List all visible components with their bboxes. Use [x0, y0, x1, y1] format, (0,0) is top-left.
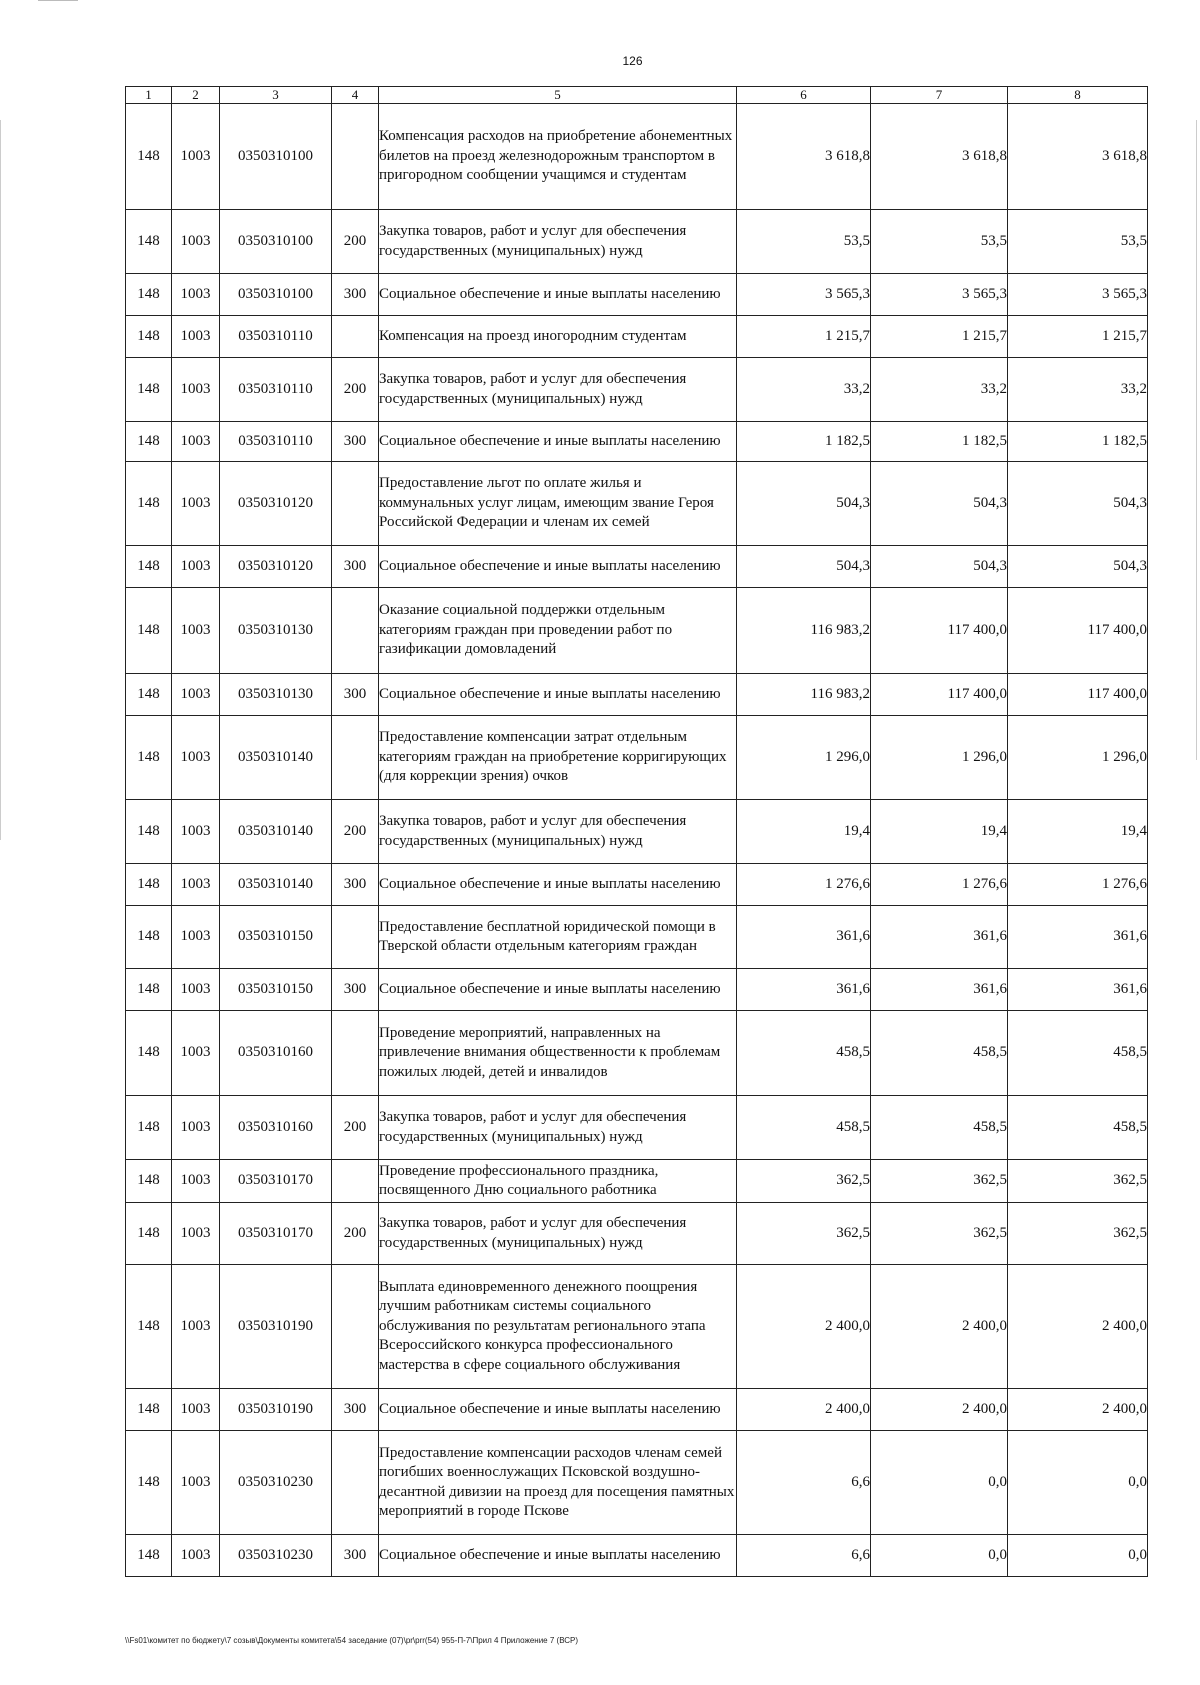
table-cell: 362,5: [871, 1160, 1008, 1203]
column-header: 1: [126, 87, 172, 104]
table-cell: 116 983,2: [737, 588, 871, 674]
table-cell: 300: [332, 864, 379, 906]
table-row: [126, 800, 1148, 864]
table-cell: 33,2: [1008, 358, 1148, 422]
table-row: [126, 1096, 1148, 1160]
budget-table: [125, 86, 1148, 1577]
table-cell: 0350310170: [220, 1203, 332, 1265]
table-cell: 2 400,0: [737, 1265, 871, 1389]
table-row: [126, 358, 1148, 422]
table-cell: 3 565,3: [1008, 274, 1148, 316]
table-cell: 1003: [172, 358, 220, 422]
table-cell: 458,5: [737, 1096, 871, 1160]
table-cell: 19,4: [1008, 800, 1148, 864]
table-cell: 1003: [172, 462, 220, 546]
table-row: [126, 546, 1148, 588]
table-cell: [332, 462, 379, 546]
table-cell: Социальное обеспечение и иные выплаты населению: [379, 674, 737, 716]
table-cell: 2 400,0: [1008, 1389, 1148, 1431]
table-cell: 1003: [172, 1431, 220, 1535]
table-cell: 0350310150: [220, 969, 332, 1011]
table-cell: 0350310120: [220, 546, 332, 588]
table-cell: 1003: [172, 546, 220, 588]
table-cell: 148: [126, 1535, 172, 1577]
table-cell: 3 618,8: [737, 104, 871, 210]
table-cell: 0350310100: [220, 104, 332, 210]
table-cell: 148: [126, 1389, 172, 1431]
table-row: [126, 274, 1148, 316]
table-cell: 1003: [172, 274, 220, 316]
column-header: 2: [172, 87, 220, 104]
table-cell: 148: [126, 1203, 172, 1265]
table-cell: 2 400,0: [871, 1389, 1008, 1431]
table-cell: [332, 1265, 379, 1389]
table-cell: 0350310130: [220, 674, 332, 716]
table-cell: 200: [332, 210, 379, 274]
table-cell: 458,5: [871, 1011, 1008, 1096]
column-header: 4: [332, 87, 379, 104]
table-cell: 504,3: [1008, 546, 1148, 588]
table-cell: Закупка товаров, работ и услуг для обеспечения государственных (муниципальных) нужд: [379, 1096, 737, 1160]
table-cell: 0350310230: [220, 1431, 332, 1535]
table-cell: 300: [332, 422, 379, 462]
table-cell: 148: [126, 800, 172, 864]
table-cell: Предоставление компенсации затрат отдельным категориям граждан на приобретение корригирующих (для коррекции зрения) очков: [379, 716, 737, 800]
table-cell: 0,0: [871, 1431, 1008, 1535]
table-cell: 1003: [172, 1096, 220, 1160]
table-cell: 148: [126, 210, 172, 274]
column-header: 5: [379, 87, 737, 104]
table-cell: [332, 1431, 379, 1535]
scan-artifact: [0, 120, 1, 840]
table-cell: 0350310140: [220, 864, 332, 906]
table-cell: Закупка товаров, работ и услуг для обеспечения государственных (муниципальных) нужд: [379, 1203, 737, 1265]
table-cell: 0350310160: [220, 1096, 332, 1160]
table-cell: 1003: [172, 800, 220, 864]
table-cell: Социальное обеспечение и иные выплаты населению: [379, 1389, 737, 1431]
table-cell: 0,0: [1008, 1535, 1148, 1577]
table-cell: 362,5: [1008, 1203, 1148, 1265]
table-cell: 504,3: [871, 546, 1008, 588]
table-cell: Предоставление льгот по оплате жилья и коммунальных услуг лицам, имеющим звание Героя Российской Федерации и членам их семей: [379, 462, 737, 546]
table-cell: 148: [126, 546, 172, 588]
table-cell: [332, 104, 379, 210]
table-cell: 0350310130: [220, 588, 332, 674]
table-cell: 19,4: [737, 800, 871, 864]
table-cell: 1003: [172, 864, 220, 906]
table-cell: 148: [126, 1265, 172, 1389]
table-cell: 1003: [172, 969, 220, 1011]
table-cell: 1 276,6: [737, 864, 871, 906]
table-cell: 148: [126, 674, 172, 716]
table-cell: 1003: [172, 588, 220, 674]
table-cell: Компенсация расходов на приобретение абонементных билетов на проезд железнодорожным транспортом в пригородном сообщении учащимся и студентам: [379, 104, 737, 210]
table-cell: 1003: [172, 906, 220, 969]
page-number: 126: [622, 54, 643, 68]
table-cell: 3 618,8: [871, 104, 1008, 210]
table-cell: 361,6: [1008, 906, 1148, 969]
table-row: [126, 1431, 1148, 1535]
column-header: 6: [737, 87, 871, 104]
table-cell: 458,5: [737, 1011, 871, 1096]
table-cell: Закупка товаров, работ и услуг для обеспечения государственных (муниципальных) нужд: [379, 358, 737, 422]
table-cell: 1003: [172, 210, 220, 274]
table-cell: 0,0: [871, 1535, 1008, 1577]
scan-artifact: [38, 0, 78, 1]
table-cell: 148: [126, 906, 172, 969]
table-cell: [332, 716, 379, 800]
table-cell: 300: [332, 674, 379, 716]
table-cell: [332, 1011, 379, 1096]
table-row: [126, 588, 1148, 674]
table-cell: 2 400,0: [737, 1389, 871, 1431]
table-cell: 148: [126, 316, 172, 358]
table-cell: Предоставление компенсации расходов членам семей погибших военнослужащих Псковской воздушно-десантной дивизии на проезд для посещения памятных мероприятий в городе Пскове: [379, 1431, 737, 1535]
table-cell: 148: [126, 104, 172, 210]
table-row: [126, 104, 1148, 210]
table-row: [126, 969, 1148, 1011]
table-cell: 1003: [172, 104, 220, 210]
table-cell: [332, 316, 379, 358]
table-cell: 2 400,0: [871, 1265, 1008, 1389]
table-row: [126, 462, 1148, 546]
table-cell: 1003: [172, 1011, 220, 1096]
table-cell: 0350310120: [220, 462, 332, 546]
table-cell: 300: [332, 1389, 379, 1431]
table-cell: Закупка товаров, работ и услуг для обеспечения государственных (муниципальных) нужд: [379, 210, 737, 274]
table-cell: 200: [332, 1203, 379, 1265]
table-cell: 1003: [172, 1265, 220, 1389]
column-header: 8: [1008, 87, 1148, 104]
table-cell: 1003: [172, 1535, 220, 1577]
table-row: [126, 674, 1148, 716]
table-cell: 1 276,6: [871, 864, 1008, 906]
scan-artifact: [1196, 120, 1197, 760]
table-cell: [332, 588, 379, 674]
table-cell: 53,5: [871, 210, 1008, 274]
table-row: [126, 1160, 1148, 1203]
table-cell: Закупка товаров, работ и услуг для обеспечения государственных (муниципальных) нужд: [379, 800, 737, 864]
table-cell: 148: [126, 1431, 172, 1535]
table-cell: 1003: [172, 1389, 220, 1431]
table-cell: 458,5: [1008, 1011, 1148, 1096]
table-cell: 300: [332, 274, 379, 316]
table-cell: 148: [126, 1011, 172, 1096]
table-cell: 0350310150: [220, 906, 332, 969]
table-cell: 19,4: [871, 800, 1008, 864]
table-cell: Предоставление бесплатной юридической помощи в Тверской области отдельным категориям граждан: [379, 906, 737, 969]
table-cell: 53,5: [1008, 210, 1148, 274]
table-row: [126, 210, 1148, 274]
table-cell: Выплата единовременного денежного поощрения лучшим работникам системы социального обслуживания по результатам регионального этапа Всероссийского конкурса профессионального мастерства в сфере социального обслуживания: [379, 1265, 737, 1389]
table-cell: 0350310160: [220, 1011, 332, 1096]
table-cell: 148: [126, 1096, 172, 1160]
table-cell: 362,5: [737, 1160, 871, 1203]
table-cell: 300: [332, 1535, 379, 1577]
table-cell: 148: [126, 1160, 172, 1203]
table-row: [126, 716, 1148, 800]
table-cell: Компенсация на проезд иногородним студентам: [379, 316, 737, 358]
table-cell: 148: [126, 864, 172, 906]
table-cell: 1 182,5: [871, 422, 1008, 462]
table-cell: 1003: [172, 1160, 220, 1203]
table-cell: 1 215,7: [1008, 316, 1148, 358]
table-cell: Социальное обеспечение и иные выплаты населению: [379, 546, 737, 588]
table-cell: 300: [332, 546, 379, 588]
table-row: [126, 1011, 1148, 1096]
table-cell: 1 215,7: [871, 316, 1008, 358]
table-cell: Социальное обеспечение и иные выплаты населению: [379, 969, 737, 1011]
table-cell: 300: [332, 969, 379, 1011]
table-cell: 458,5: [871, 1096, 1008, 1160]
table-cell: Проведение профессионального праздника, посвященного Дню социального работника: [379, 1160, 737, 1203]
table-cell: 148: [126, 462, 172, 546]
table-cell: 362,5: [871, 1203, 1008, 1265]
table-cell: Социальное обеспечение и иные выплаты населению: [379, 864, 737, 906]
table-cell: 1 296,0: [871, 716, 1008, 800]
table-cell: 6,6: [737, 1535, 871, 1577]
table-cell: 148: [126, 969, 172, 1011]
table-cell: 148: [126, 588, 172, 674]
table-cell: 1 215,7: [737, 316, 871, 358]
table-cell: 1003: [172, 316, 220, 358]
table-cell: 1 182,5: [737, 422, 871, 462]
table-cell: 504,3: [737, 546, 871, 588]
table-cell: 0350310190: [220, 1389, 332, 1431]
table-cell: 0350310230: [220, 1535, 332, 1577]
table-cell: 148: [126, 274, 172, 316]
table-cell: 148: [126, 716, 172, 800]
table-cell: 117 400,0: [1008, 674, 1148, 716]
table-cell: 200: [332, 800, 379, 864]
table-row: [126, 906, 1148, 969]
table-cell: 0350310140: [220, 716, 332, 800]
table-cell: 2 400,0: [1008, 1265, 1148, 1389]
table-cell: 1003: [172, 716, 220, 800]
table-cell: 0350310110: [220, 316, 332, 358]
table-cell: 200: [332, 1096, 379, 1160]
table-cell: Социальное обеспечение и иные выплаты населению: [379, 274, 737, 316]
table-cell: 0350310140: [220, 800, 332, 864]
table-cell: 361,6: [1008, 969, 1148, 1011]
table-cell: 361,6: [871, 969, 1008, 1011]
footer-file-path: \\Fs01\комитет по бюджету\7 созыв\Документы комитета\54 заседание (07)\pr\prr(54) 955-П-7\Прил 4 Приложение 7 (ВСР): [125, 1636, 579, 1645]
table-cell: Социальное обеспечение и иные выплаты населению: [379, 422, 737, 462]
table-row: [126, 422, 1148, 462]
table-cell: 1 182,5: [1008, 422, 1148, 462]
table-cell: 362,5: [737, 1203, 871, 1265]
table-cell: 504,3: [737, 462, 871, 546]
header-row: [126, 87, 1148, 104]
table-cell: 117 400,0: [1008, 588, 1148, 674]
table-cell: 3 618,8: [1008, 104, 1148, 210]
table-cell: 0350310100: [220, 210, 332, 274]
table-cell: 0,0: [1008, 1431, 1148, 1535]
table-cell: 0350310110: [220, 422, 332, 462]
table-row: [126, 864, 1148, 906]
table-cell: 0350310110: [220, 358, 332, 422]
table-row: [126, 316, 1148, 358]
table-cell: 3 565,3: [737, 274, 871, 316]
table-cell: 361,6: [737, 969, 871, 1011]
table-cell: Оказание социальной поддержки отдельным категориям граждан при проведении работ по газификации домовладений: [379, 588, 737, 674]
table-cell: 0350310190: [220, 1265, 332, 1389]
table-cell: 148: [126, 358, 172, 422]
column-header: 7: [871, 87, 1008, 104]
column-header: 3: [220, 87, 332, 104]
table-cell: 458,5: [1008, 1096, 1148, 1160]
table-cell: 200: [332, 358, 379, 422]
table-cell: Социальное обеспечение и иные выплаты населению: [379, 1535, 737, 1577]
table-cell: 1003: [172, 674, 220, 716]
table-row: [126, 1389, 1148, 1431]
table-cell: 148: [126, 422, 172, 462]
table-cell: 116 983,2: [737, 674, 871, 716]
table-cell: 117 400,0: [871, 674, 1008, 716]
table-cell: 0350310100: [220, 274, 332, 316]
table-cell: 362,5: [1008, 1160, 1148, 1203]
table-cell: [332, 1160, 379, 1203]
table-cell: 1 276,6: [1008, 864, 1148, 906]
table-cell: 53,5: [737, 210, 871, 274]
table-cell: 0350310170: [220, 1160, 332, 1203]
table-row: [126, 1535, 1148, 1577]
table-cell: 504,3: [1008, 462, 1148, 546]
table-cell: 1 296,0: [1008, 716, 1148, 800]
table-cell: 3 565,3: [871, 274, 1008, 316]
table-cell: 1 296,0: [737, 716, 871, 800]
table-cell: 117 400,0: [871, 588, 1008, 674]
table-cell: 1003: [172, 422, 220, 462]
table-cell: 33,2: [737, 358, 871, 422]
table-cell: 1003: [172, 1203, 220, 1265]
table-cell: Проведение мероприятий, направленных на привлечение внимания общественности к проблемам пожилых людей, детей и инвалидов: [379, 1011, 737, 1096]
table-cell: 33,2: [871, 358, 1008, 422]
table-cell: [332, 906, 379, 969]
table-cell: 6,6: [737, 1431, 871, 1535]
table-cell: 504,3: [871, 462, 1008, 546]
table-row: [126, 1203, 1148, 1265]
table-cell: 361,6: [737, 906, 871, 969]
table-cell: 361,6: [871, 906, 1008, 969]
table-row: [126, 1265, 1148, 1389]
